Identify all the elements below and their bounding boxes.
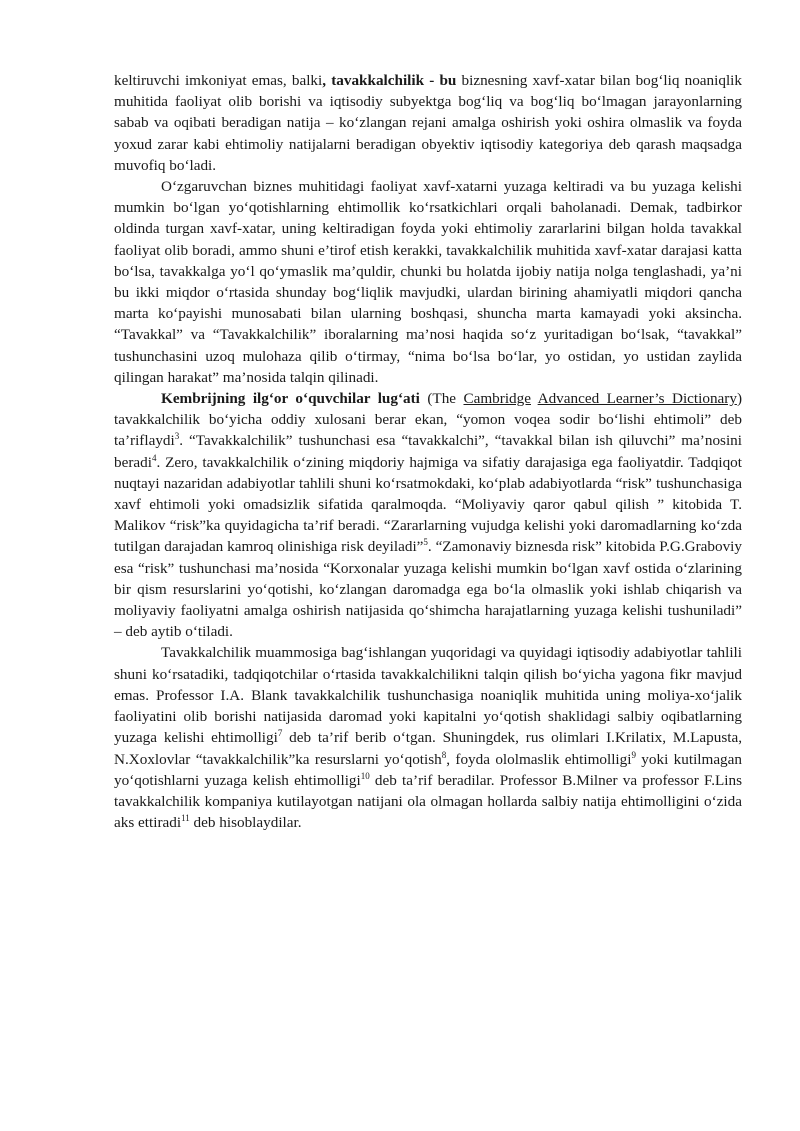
text-run: Tavakkalchilik muammosiga bag‘ishlangan yuqoridagi va quyidagi iqtisodiy adabiyotlar tahlili shuni ko‘rsatadiki, tadqiqotchilar o‘rtasida tavakkalchilikni talqin qilish bo‘yicha yagona fikr mavjud emas. Professor I.A. Blank tavakkalchilik tushunchasiga noaniqlik muhitida uning moliya-xo‘jalik faoliyatini olib borishi natijasida daromad yoki kapitalni yo‘qotish shaklidagi salbiy oqibatlarning yuzaga kelishi ehtimolligi — [114, 644, 742, 747]
text-run: . Zero, tavakkalchilik o‘zining miqdoriy hajmiga va sifatiy darajasiga ega faoliyatdir. Tadqiqot nuqtayi nazaridan adabiyotlar tahlili shuni ko‘rsatmokdaki, ko‘plab adabiyotlarda “risk” tushunchasiga xavf ehtimoli yoki omadsizlik sifatida qaralmoqda. “Moliyaviy qaror qabul qilish ” kitobida T. Malikov “risk”ka quyidagicha ta’rif beradi. “Zararlarning vujudga kelishi yoki daromadlarning ko‘zda tutilgan darajadan kamroq olinishiga risk deyiladi” — [114, 453, 742, 556]
bold-definition: , tavakkalchilik - bu — [322, 72, 457, 89]
text-run: deb ta’rif berib o‘tgan. Shuningdek, rus olimlari I.Krilatix, M.Lapusta, N.Xoxlovlar “tavakkalchilik”ka resurslarni yo‘qotish — [114, 729, 742, 768]
footnote-ref[interactable]: 5 — [423, 537, 428, 548]
text-run: , foyda ololmaslik ehtimolligi — [446, 750, 632, 768]
dictionary-link-title[interactable]: Advanced Learner’s Dictionary — [537, 390, 737, 408]
text-run: (The — [419, 390, 464, 408]
document-page — [114, 70, 742, 833]
paragraph-4 — [114, 642, 742, 833]
paragraph-3 — [114, 388, 742, 642]
footnote-ref[interactable]: 8 — [441, 749, 447, 760]
footnote-ref[interactable]: 10 — [360, 770, 370, 781]
footnote-ref[interactable]: 9 — [631, 749, 636, 760]
text-run: biznesning xavf-xatar bilan bog‘liq noaniqlik muhitida faoliyat olib borishi va iqtisodiy subyektga bog‘liq va bog‘liq bo‘lmagan jarayonlarning sabab va oqibati beradigan natija – ko‘zlangan rejani amalga oshirish yoki oshira olmaslik va foyda yoxud zarar kabi ehtimoliy natijalarni beradigan obyektiv iqtisodiy kategoriya deb qarash maqsadga muvofiq bo‘ladi. — [114, 72, 742, 174]
text-run: . “Zamonaviy biznesda risk” kitobida P.G.Graboviy esa “risk” tushunchasi ma’nosida “Korxonalar yuzaga kelishi mumkin bo‘lgan xavf ostida o‘zlarining bir qism resurslarini yo‘qotishi, ko‘zlangan daromadga ega bo‘la olmaslik yoki ishlab chiqarish va moliyaviy faoliyatni amalga oshirish natijasida qo‘shimcha harajatlarning yuzaga kelishi tushuniladi” – deb aytib o‘tiladi. — [114, 538, 742, 641]
text-run: keltiruvchi imkoniyat emas, balki — [114, 72, 323, 89]
bold-dictionary-name: Kembrijning ilg‘or o‘quvchilar lug‘ati — [161, 390, 420, 408]
footnote-ref[interactable]: 7 — [277, 728, 283, 739]
text-run: deb hisoblaydilar. — [189, 814, 302, 832]
footnote-ref[interactable]: 11 — [181, 813, 190, 824]
text-run — [531, 390, 538, 407]
paragraph-1 — [114, 70, 742, 176]
text-run: O‘zgaruvchan biznes muhitidagi faoliyat xavf-xatarni yuzaga keltiradi va bu yuzaga kelishi mumkin bo‘lgan yo‘qotishlarning ehtimollik ko‘rsatkichlari orqali baholanadi. Demak, tadbirkor oldinda turgan xavf-xatar, uning keltiradigan foyda yoki ehtimoliy zararlarini bilgan holda tavakkal faoliyat olib boradi, ammo shuni e’tirof etish kerakki, tavakkalchilik muhitida xavf-xatar darajasi katta bo‘lsa, tavakkalga yo‘l qo‘ymaslik ma’quldir, chunki bu holatda ijobiy natija nolga tenglashadi, ya’ni bu ikki miqdor o‘rtasida shunday bog‘liqlik mavjudki, ulardan birining ahamiyatli miqdori qancha marta ko‘payishi munosabati bilan ularning boshqasi, shuncha marta kamayadi yoki aksincha. “Tavakkal” va “Tavakkalchilik” iboralarning ma’nosi haqida so‘z yuritadigan bo‘lsak, “tavakkal” tushunchasini uzoq mulohaza qilib o‘tirmay, “nima bo‘lsa bo‘lar, yo ostidan, yo ustidan zaylida qilingan harakat” ma’nosida talqin qilinadi. — [114, 178, 742, 386]
paragraph-2 — [114, 176, 742, 388]
text-run: deb ta’rif beradilar. Professor B.Milner va professor F.Lins tavakkalchilik kompaniya kutilayotgan natijani ola olmagan hollarda salbiy natija ehtimolligini o‘zida aks ettiradi — [114, 771, 742, 832]
dictionary-link-cambridge[interactable]: Cambridge — [463, 390, 531, 408]
text-run: ) tavakkalchilik bo‘yicha oddiy xulosani berar ekan, “yomon voqea sodir bo‘lishi ehtimoli” deb ta’riflaydi — [114, 390, 742, 450]
footnote-ref[interactable]: 4 — [151, 452, 157, 463]
text-run: . “Tavakkalchilik” tushunchasi esa “tavakkalchi”, “tavakkal bilan ish qiluvchi” ma’nosini beradi — [114, 432, 742, 471]
text-run: yoki kutilmagan yo‘qotishlarni yuzaga kelish ehtimolligi — [114, 750, 742, 789]
footnote-ref[interactable]: 3 — [174, 431, 180, 442]
